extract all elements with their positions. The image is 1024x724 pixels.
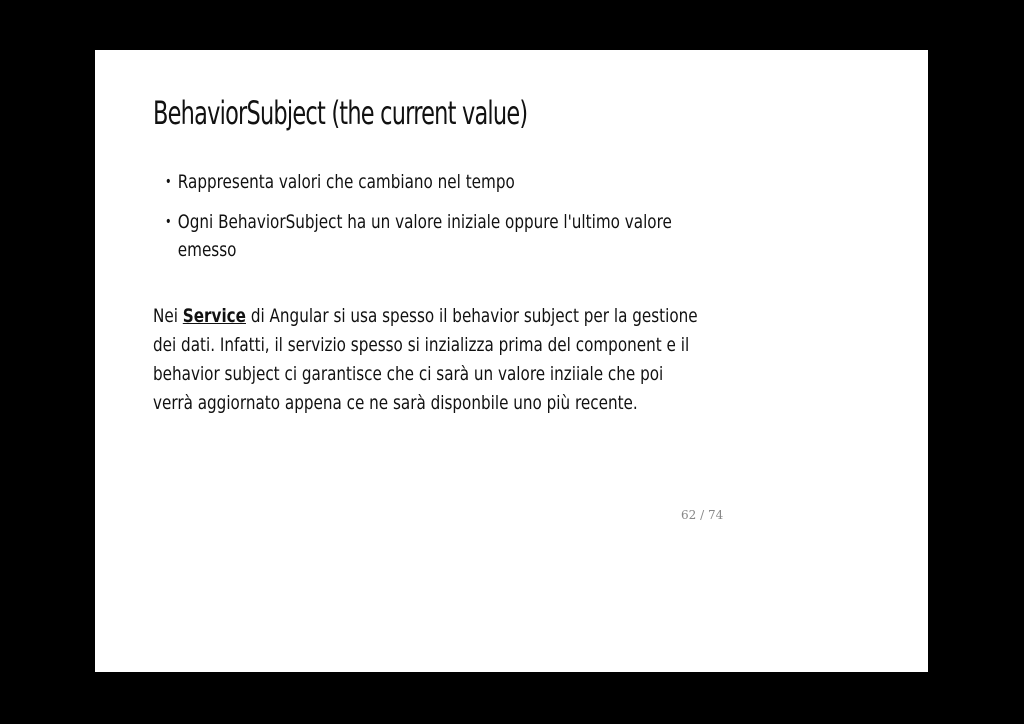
slide	[95, 50, 928, 672]
bullet-dot-icon: •	[165, 174, 172, 190]
service-keyword: Service	[182, 305, 246, 327]
bullet-text: Rappresenta valori che cambiano nel tempo	[177, 171, 515, 193]
paragraph-prefix: Nei	[153, 305, 183, 327]
paragraph-line: dei dati. Infatti, il servizio spesso si inzializza prima del component e il	[153, 334, 690, 356]
bullet-dot-icon: •	[165, 214, 172, 230]
bullet-text: Ogni BehaviorSubject ha un valore iniziale oppure l'ultimo valore	[177, 211, 672, 233]
slide-title: BehaviorSubject (the current value)	[153, 94, 528, 132]
bullet-list	[165, 168, 801, 276]
bullet-text-continued: emesso	[177, 239, 237, 261]
paragraph-line	[153, 302, 713, 331]
paragraph-line1-rest: di Angular si usa spesso il behavior subject per la gestione	[245, 305, 698, 327]
paragraph-line: verrà aggiornato appena ce ne sarà disponbile uno più recente.	[153, 392, 638, 414]
paragraph-line: behavior subject ci garantisce che ci sarà un valore inziiale che poi	[153, 363, 664, 385]
page-number: 62 / 74	[681, 508, 724, 522]
bullet-item	[165, 168, 674, 196]
body-paragraph	[153, 302, 713, 418]
bullet-item	[165, 208, 674, 264]
